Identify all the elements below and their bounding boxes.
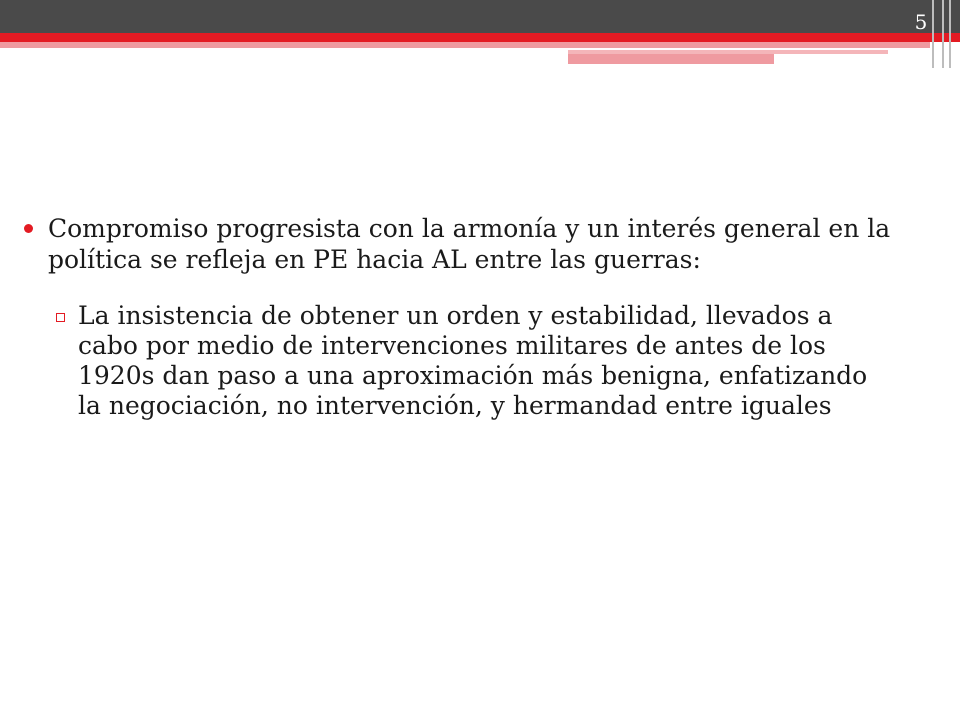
bullet-text: Compromiso progresista con la armonía y un interés general en la política se refleja en PE hacia AL entre las guerras: [48,214,891,274]
header-white-stripe [568,48,888,50]
square-bullet-icon [56,313,65,322]
slide-body [24,213,924,421]
header-pink-bar-short [568,54,774,64]
sub-bullet-text: La insistencia de obtener un orden y estabilidad, llevados a cabo por medio de intervenciones militares de antes de los 1920s dan paso a una aproximación más benigna, enfatizando la negociación, no intervención, y hermandad entre iguales [78,301,868,420]
header-vertical-line [949,0,951,68]
bullet-item [24,213,924,275]
bullet-dot-icon [24,224,33,233]
page-number: 5 [914,10,928,34]
header-vertical-line [942,0,944,68]
header-dark-bar [0,0,960,33]
sub-bullet-item [56,301,898,421]
header-red-bar [0,33,960,42]
